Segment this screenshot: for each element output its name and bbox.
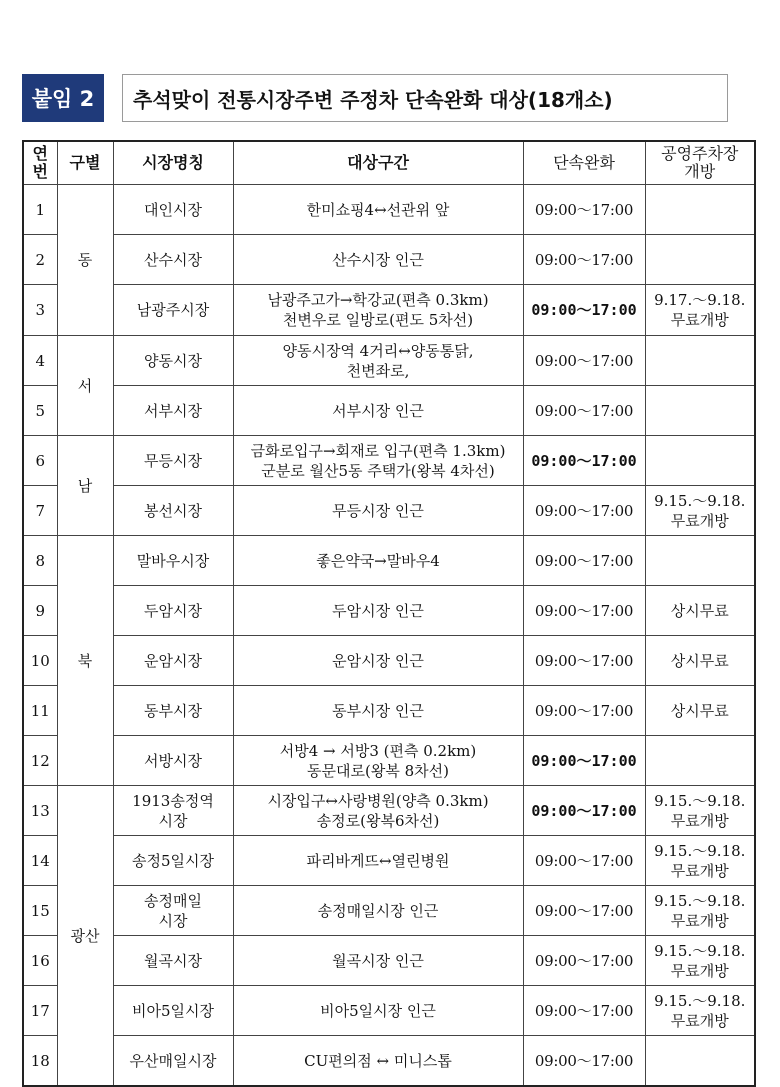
target-section: 좋은약국→말바우4	[233, 536, 523, 586]
target-section: 시장입구↔사랑병원(양측 0.3km) 송정로(왕복6차선)	[233, 786, 523, 836]
relax-time: 09:00～17:00	[523, 736, 645, 786]
parking-open	[645, 386, 755, 436]
district-cell: 북	[57, 536, 113, 786]
relax-time: 09:00～17:00	[523, 636, 645, 686]
row-number: 17	[23, 986, 57, 1036]
target-section: 비아5일시장 인근	[233, 986, 523, 1036]
row-number: 4	[23, 336, 57, 386]
parking-open: 상시무료	[645, 636, 755, 686]
table-row	[23, 586, 755, 636]
market-name: 대인시장	[113, 185, 233, 235]
market-name: 양동시장	[113, 336, 233, 386]
parking-open	[645, 235, 755, 285]
parking-open	[645, 1036, 755, 1087]
market-name: 동부시장	[113, 686, 233, 736]
row-number: 18	[23, 1036, 57, 1087]
table-row	[23, 686, 755, 736]
parking-open: 9.15.～9.18. 무료개방	[645, 836, 755, 886]
district-cell: 광산	[57, 786, 113, 1087]
relax-time: 09:00～17:00	[523, 235, 645, 285]
target-section: 송정매일시장 인근	[233, 886, 523, 936]
table-row	[23, 836, 755, 886]
market-name: 운암시장	[113, 636, 233, 686]
table-row	[23, 235, 755, 285]
target-section: 양동시장역 4거리↔양동통닭, 천변좌로,	[233, 336, 523, 386]
relax-time: 09:00～17:00	[523, 936, 645, 986]
market-name: 월곡시장	[113, 936, 233, 986]
table-row	[23, 786, 755, 836]
target-section: 서부시장 인근	[233, 386, 523, 436]
parking-open	[645, 436, 755, 486]
row-number: 8	[23, 536, 57, 586]
table-row	[23, 1036, 755, 1087]
market-name: 산수시장	[113, 235, 233, 285]
row-number: 15	[23, 886, 57, 936]
row-number: 10	[23, 636, 57, 686]
row-number: 13	[23, 786, 57, 836]
market-name: 비아5일시장	[113, 986, 233, 1036]
parking-open	[645, 736, 755, 786]
market-name: 남광주시장	[113, 285, 233, 336]
parking-open	[645, 185, 755, 235]
parking-open	[645, 536, 755, 586]
table-row	[23, 486, 755, 536]
market-name: 무등시장	[113, 436, 233, 486]
parking-open	[645, 336, 755, 386]
column-header-parking: 공영주차장 개방	[645, 141, 755, 185]
relax-time: 09:00～17:00	[523, 586, 645, 636]
row-number: 12	[23, 736, 57, 786]
target-section: 월곡시장 인근	[233, 936, 523, 986]
district-cell: 남	[57, 436, 113, 536]
market-name: 우산매일시장	[113, 1036, 233, 1087]
target-section: 무등시장 인근	[233, 486, 523, 536]
relax-time: 09:00～17:00	[523, 285, 645, 336]
row-number: 1	[23, 185, 57, 235]
column-header-relax: 단속완화	[523, 141, 645, 185]
row-number: 5	[23, 386, 57, 436]
table-row	[23, 986, 755, 1036]
column-header-section: 대상구간	[233, 141, 523, 185]
document-title: 추석맞이 전통시장주변 주정차 단속완화 대상(18개소)	[122, 74, 728, 122]
market-name: 서방시장	[113, 736, 233, 786]
parking-open: 상시무료	[645, 686, 755, 736]
target-section: 서방4 → 서방3 (편측 0.2km) 동문대로(왕복 8차선)	[233, 736, 523, 786]
market-name: 서부시장	[113, 386, 233, 436]
target-section: 운암시장 인근	[233, 636, 523, 686]
target-section: 한미쇼핑4↔선관위 앞	[233, 185, 523, 235]
target-section: 동부시장 인근	[233, 686, 523, 736]
target-section: 산수시장 인근	[233, 235, 523, 285]
relax-time: 09:00～17:00	[523, 986, 645, 1036]
table-row	[23, 285, 755, 336]
target-section: 금화로입구→회재로 입구(편측 1.3km) 군분로 월산5동 주택가(왕복 4차선)	[233, 436, 523, 486]
table-row	[23, 936, 755, 986]
target-section: 남광주고가→학강교(편측 0.3km) 천변우로 일방로(편도 5차선)	[233, 285, 523, 336]
table-row	[23, 185, 755, 235]
parking-open: 9.15.～9.18. 무료개방	[645, 786, 755, 836]
table-row	[23, 636, 755, 686]
parking-open: 상시무료	[645, 586, 755, 636]
table-row	[23, 536, 755, 586]
relax-time: 09:00～17:00	[523, 336, 645, 386]
parking-open: 9.17.～9.18. 무료개방	[645, 285, 755, 336]
market-name: 1913송정역 시장	[113, 786, 233, 836]
market-name: 송정5일시장	[113, 836, 233, 886]
row-number: 16	[23, 936, 57, 986]
row-number: 6	[23, 436, 57, 486]
table-body	[23, 185, 755, 1087]
market-name: 봉선시장	[113, 486, 233, 536]
relax-time: 09:00～17:00	[523, 486, 645, 536]
parking-open: 9.15.～9.18. 무료개방	[645, 986, 755, 1036]
relax-time: 09:00～17:00	[523, 786, 645, 836]
row-number: 14	[23, 836, 57, 886]
column-header-district: 구별	[57, 141, 113, 185]
relax-time: 09:00～17:00	[523, 386, 645, 436]
table-row	[23, 336, 755, 386]
table-row	[23, 736, 755, 786]
market-parking-table	[22, 140, 756, 1087]
target-section: 두암시장 인근	[233, 586, 523, 636]
attachment-badge: 붙임 2	[22, 74, 104, 122]
market-name: 말바우시장	[113, 536, 233, 586]
row-number: 2	[23, 235, 57, 285]
row-number: 9	[23, 586, 57, 636]
target-section: 파리바게뜨↔열린병원	[233, 836, 523, 886]
market-name: 송정매일 시장	[113, 886, 233, 936]
parking-open: 9.15.～9.18. 무료개방	[645, 486, 755, 536]
relax-time: 09:00～17:00	[523, 436, 645, 486]
relax-time: 09:00～17:00	[523, 836, 645, 886]
table-row	[23, 886, 755, 936]
table-header-row	[23, 141, 755, 185]
table-row	[23, 386, 755, 436]
column-header-market: 시장명칭	[113, 141, 233, 185]
market-name: 두암시장	[113, 586, 233, 636]
row-number: 3	[23, 285, 57, 336]
relax-time: 09:00～17:00	[523, 185, 645, 235]
district-cell: 서	[57, 336, 113, 436]
parking-open: 9.15.～9.18. 무료개방	[645, 886, 755, 936]
target-section: CU편의점 ↔ 미니스톱	[233, 1036, 523, 1087]
row-number: 11	[23, 686, 57, 736]
table-row	[23, 436, 755, 486]
row-number: 7	[23, 486, 57, 536]
column-header-no: 연 번	[23, 141, 57, 185]
relax-time: 09:00～17:00	[523, 686, 645, 736]
parking-open: 9.15.～9.18. 무료개방	[645, 936, 755, 986]
relax-time: 09:00～17:00	[523, 1036, 645, 1087]
relax-time: 09:00～17:00	[523, 536, 645, 586]
relax-time: 09:00～17:00	[523, 886, 645, 936]
district-cell: 동	[57, 185, 113, 336]
